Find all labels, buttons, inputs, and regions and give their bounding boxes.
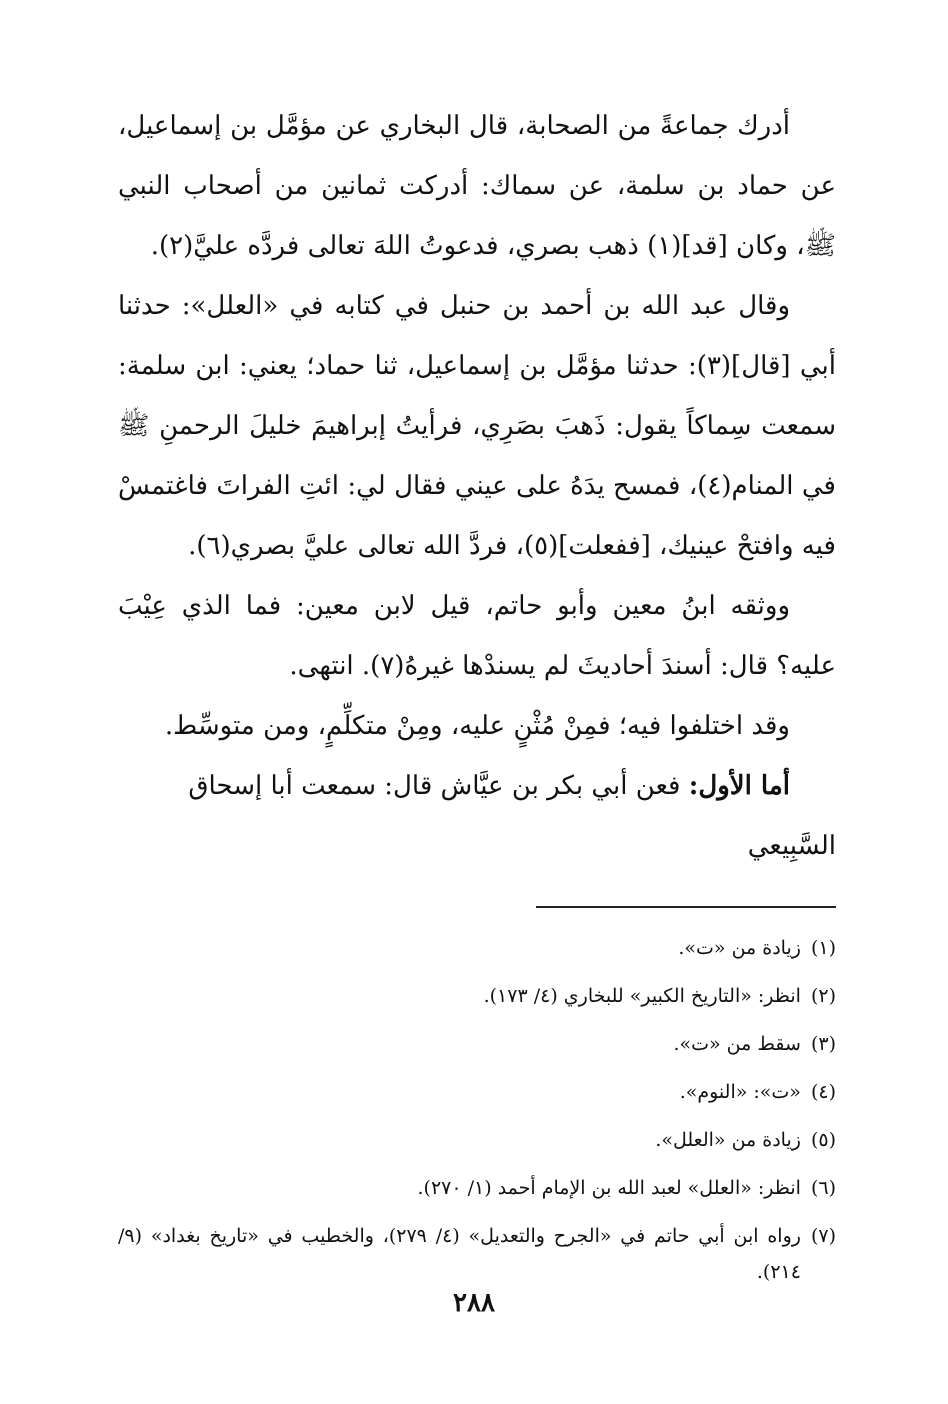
page-number: ٢٨٨ <box>453 1288 495 1318</box>
footnote-number: (٦) <box>810 1177 836 1199</box>
footnote-number: (٤) <box>810 1081 836 1103</box>
footnote-divider <box>536 906 836 908</box>
paragraph-1: أدرك جماعةً من الصحابة، قال البخاري عن مؤمَّل بن إسماعيل، عن حماد بن سلمة، عن سماك: أدركت ثمانين من أصحاب النبي ﷺ، وكان [قد](١) ذهب بصري، فدعوتُ اللهَ تعالى فردَّه عليَّ(٢). <box>118 111 836 261</box>
document-page <box>118 96 836 1290</box>
footnote <box>118 1020 836 1068</box>
paragraph-3: ووثقه ابنُ معين وأبو حاتم، قيل لابن معين: فما الذي عِيْبَ عليه؟ قال: أسندَ أحاديثَ لم يسندْها غيرهُ(٧). انتهى. <box>118 591 836 681</box>
footnote-number: (٣) <box>810 1033 836 1055</box>
footnote-number: (١) <box>810 937 836 959</box>
footnotes <box>118 924 836 1290</box>
paragraph-4: وقد اختلفوا فيه؛ فمِنْ مُثْنٍ عليه، ومِنْ متكلِّمٍ، ومن متوسِّط. <box>164 711 790 741</box>
footnote-number: (٧) <box>810 1225 836 1247</box>
footnote <box>118 1116 836 1164</box>
footnote-text: سقط من «ت». <box>673 1033 801 1055</box>
footnote-number: (٥) <box>810 1129 836 1151</box>
footnote-text: زيادة من «ت». <box>678 937 801 959</box>
paragraph-5 <box>118 756 836 876</box>
footnote <box>118 1212 836 1290</box>
footnote-number: (٢) <box>810 985 836 1007</box>
footnote <box>118 1068 836 1116</box>
footnote <box>118 924 836 972</box>
footnote <box>118 972 836 1020</box>
paragraph-5-text: فعن أبي بكر بن عيَّاش قال: سمعت أبا إسحاق السَّبِيعي <box>188 771 836 861</box>
footnote-text: «ت»: «النوم». <box>679 1081 801 1103</box>
paragraph-5-bold-lead: أما الأول: <box>688 771 790 801</box>
footnote-text: زيادة من «العلل». <box>655 1129 801 1151</box>
footnote-text: انظر: «التاريخ الكبير» للبخاري (٤/ ١٧٣). <box>483 985 801 1007</box>
footnote-text: رواه ابن أبي حاتم في «الجرح والتعديل» (٤/ ٢٧٩)، والخطيب في «تاريخ بغداد» (٩/ ٢١٤). <box>118 1225 801 1283</box>
footnote-text: انظر: «العلل» لعبد الله بن الإمام أحمد (١/ ٢٧٠). <box>417 1177 801 1199</box>
main-text <box>118 96 836 876</box>
paragraph-2: وقال عبد الله بن أحمد بن حنبل في كتابه في «العلل»: حدثنا أبي [قال](٣): حدثنا مؤمَّل بن إسماعيل، ثنا حماد؛ يعني: ابن سلمة: سمعت سِماكاً يقول: ذَهبَ بصَرِي، فرأيتُ إبراهيمَ خليلَ الرحمنِ ﷺ في المنام(٤)، فمسح يدَهُ على عيني فقال لي: ائتِ الفراتَ فاغتمسْ فيه وافتحْ عينيك، [ففعلت](٥)، فردَّ الله تعالى عليَّ بصري(٦). <box>118 291 836 561</box>
footnote <box>118 1164 836 1212</box>
